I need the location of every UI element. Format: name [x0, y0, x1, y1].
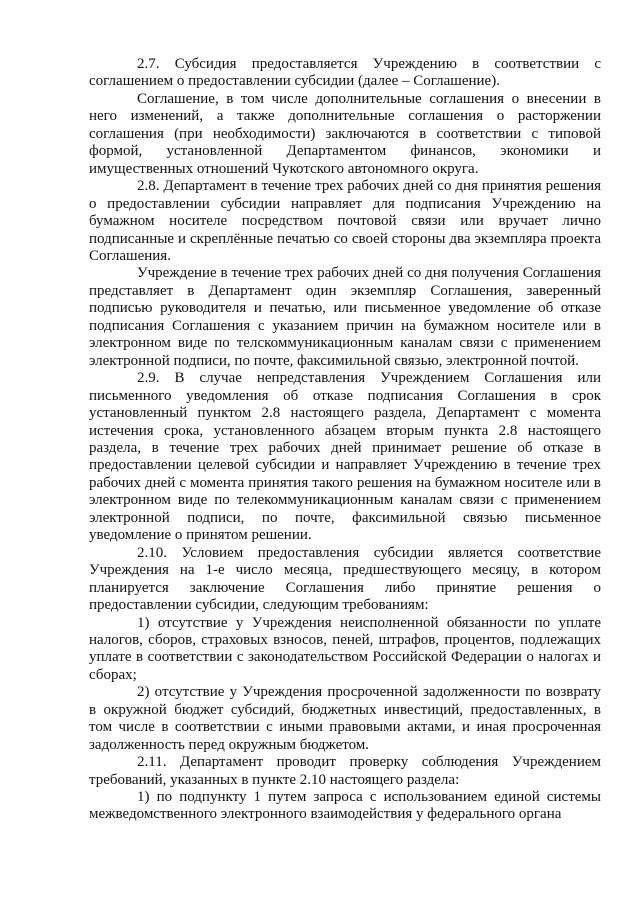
paragraph-2-7: 2.7. Субсидия предоставляется Учреждению в соответствии с соглашением о предоставлении субсидии (далее – Соглашение).	[89, 56, 601, 90]
paragraph-2-10-item-2: 2) отсутствие у Учреждения просроченной задолженности по возврату в окружной бюджет субсидий, бюджетных инвестиций, предоставленных, в том числе в соответствии с иными правовыми актами, и иная просроченная задолженность перед окружным бюджетом.	[89, 684, 601, 753]
paragraph-2-8: 2.8. Департамент в течение трех рабочих дней со дня принятия решения о предоставлении субсидии направляет для подписания Учреждению на бумажном носителе посредством почтовой связи или вручает лично подписанные и скреплённые печатью со своей стороны два экземпляра проекта Соглашения.	[89, 178, 601, 264]
paragraph-2-9: 2.9. В случае непредставления Учреждением Соглашения или письменного уведомления об отказе подписания Соглашения в срок установленный пунктом 2.8 настоящего раздела, Департамент с момента истечения срока, установленного абзацем вторым пункта 2.8 настоящего раздела, в течение трех рабочих дней принимает решение об отказе в предоставлении целевой субсидии и направляет Учреждению в течение трех рабочих дней с момента принятия такого решения на бумажном носителе или в электронном виде по телекоммуникационным каналам связи с применением электронной подписи, по почте, факсимильной связью письменное уведомление о принятом решении.	[89, 370, 601, 544]
document-page	[89, 56, 601, 824]
paragraph-2-10-item-1: 1) отсутствие у Учреждения неисполненной обязанности по уплате налогов, сборов, страховых взносов, пеней, штрафов, процентов, подлежащих уплате в соответствии с законодательством Российской Федерации о налогах и сборах;	[89, 614, 601, 683]
paragraph-2-11-item-1: 1) по подпункту 1 путем запроса с использованием единой системы межведомственного электронного взаимодействия у федерального органа	[89, 789, 601, 823]
paragraph-institution-response: Учреждение в течение трех рабочих дней со дня получения Соглашения представляет в Департамент один экземпляр Соглашения, заверенный подписью руководителя и печатью, или письменное уведомление об отказе подписания Соглашения с указанием причин на бумажном носителе или в электронном виде по телскоммуникационным каналам связи с применением электронной подписи, по почте, факсимильной связью, электронной почтой.	[89, 265, 601, 369]
paragraph-2-10: 2.10. Условием предоставления субсидии является соответствие Учреждения на 1-е число месяца, предшествующего месяцу, в котором планируется заключение Соглашения либо принятие решения о предоставлении субсидии, следующим требованиям:	[89, 544, 601, 614]
paragraph-2-11: 2.11. Департамент проводит проверку соблюдения Учреждением требований, указанных в пункте 2.10 настоящего раздела:	[89, 754, 601, 788]
paragraph-agreement-form: Соглашение, в том числе дополнительные соглашения о внесении в него изменений, а также дополнительные соглашения о расторжении соглашения (при необходимости) заключаются в соответствии с типовой формой, установленной Департаментом финансов, экономики и имущественных отношений Чукотского автономного округа.	[89, 90, 601, 177]
